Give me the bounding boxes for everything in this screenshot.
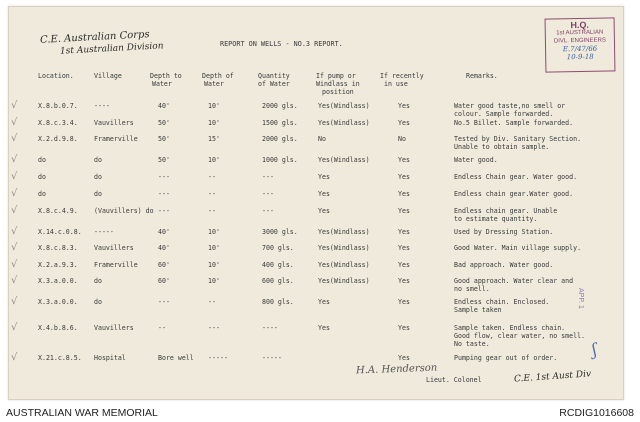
- row-use: Yes: [398, 324, 410, 332]
- check-mark: √: [11, 188, 18, 199]
- row-dtw: 40': [158, 102, 170, 110]
- row-remarks-line: Endless chain. Enclosed.: [454, 298, 550, 306]
- row-use: Yes: [398, 207, 410, 215]
- row-location: do: [38, 190, 46, 198]
- signature-unit: C.E. 1st Aust Div: [513, 369, 592, 385]
- row-dow: 10': [208, 119, 220, 127]
- row-qty: ---: [262, 190, 274, 198]
- row-remarks-line: Unable to obtain sample.: [454, 143, 550, 151]
- row-remarks-line: Tested by Div. Sanitary Section.: [454, 135, 582, 143]
- row-qty: -----: [262, 354, 282, 362]
- row-village: (Vauvillers) do: [94, 207, 154, 215]
- row-dow: 10': [208, 244, 220, 252]
- row-village: do: [94, 277, 102, 285]
- row-village: do: [94, 156, 102, 164]
- col-header-pump-3: position: [322, 88, 354, 96]
- row-remarks-line: Endless chain gear.Water good.: [454, 190, 574, 198]
- row-dow: -----: [208, 354, 228, 362]
- row-dtw: --: [158, 324, 166, 332]
- row-village: Vauvillers: [94, 119, 134, 127]
- row-use: Yes: [398, 119, 410, 127]
- row-location: X.8.b.0.7.: [38, 102, 78, 110]
- row-village: do: [94, 298, 102, 306]
- row-dtw: 60': [158, 277, 170, 285]
- row-location: X.2.d.9.8.: [38, 135, 78, 143]
- hq-stamp: [545, 17, 616, 72]
- check-mark: √: [11, 322, 18, 333]
- row-remarks-line: Good Water. Main village supply.: [454, 244, 582, 252]
- row-pump: Yes: [318, 173, 330, 181]
- row-dow: ---: [208, 324, 220, 332]
- check-mark: √: [11, 259, 18, 270]
- row-pump: Yes: [318, 190, 330, 198]
- row-remarks-line: Water good.: [454, 156, 498, 164]
- row-pump: Yes: [318, 324, 330, 332]
- check-mark: √: [11, 226, 18, 237]
- row-dow: 15': [208, 135, 220, 143]
- row-location: X.2.a.9.3.: [38, 261, 78, 269]
- row-remarks-line: Good flow, clear water, no smell.: [454, 332, 586, 340]
- row-village: do: [94, 190, 102, 198]
- row-pump: Yes: [318, 207, 330, 215]
- row-qty: 3000 gls.: [262, 228, 298, 236]
- document-sheet: [8, 6, 624, 400]
- row-pump: Yes: [318, 298, 330, 306]
- row-dow: --: [208, 173, 216, 181]
- row-pump: Yes(Windlass): [318, 102, 370, 110]
- row-use: Yes: [398, 261, 410, 269]
- row-location: X.8.c.3.4.: [38, 119, 78, 127]
- appendix-stamp: APP. 1: [577, 288, 584, 309]
- row-use: Yes: [398, 277, 410, 285]
- row-location: X.8.c.8.3.: [38, 244, 78, 252]
- row-location: do: [38, 173, 46, 181]
- row-dtw: 40': [158, 244, 170, 252]
- row-pump: Yes(Windlass): [318, 119, 370, 127]
- row-location: X.14.c.0.8.: [38, 228, 82, 236]
- blue-pencil-mark: ʃ: [589, 339, 599, 360]
- row-use: Yes: [398, 190, 410, 198]
- row-use: No: [398, 135, 406, 143]
- row-dow: 10': [208, 102, 220, 110]
- col-header-quantity-1: Quantity: [258, 72, 290, 80]
- col-header-recently-2: in use: [384, 80, 408, 88]
- row-dtw: 40': [158, 228, 170, 236]
- row-dtw: Bore well: [158, 354, 194, 362]
- col-header-depth-of-water-1: Depth of: [202, 72, 234, 80]
- row-pump: Yes(Windlass): [318, 228, 370, 236]
- check-mark: √: [11, 275, 18, 286]
- col-header-village: Village: [94, 72, 122, 80]
- row-dow: --: [208, 190, 216, 198]
- row-dow: --: [208, 207, 216, 215]
- row-remarks-line: Water good taste,no smell or: [454, 102, 566, 110]
- row-dow: --: [208, 298, 216, 306]
- row-village: -----: [94, 228, 114, 236]
- row-use: Yes: [398, 102, 410, 110]
- row-dow: 10': [208, 228, 220, 236]
- row-dow: 10': [208, 277, 220, 285]
- row-remarks-line: No taste.: [454, 340, 490, 348]
- signature-name: H.A. Henderson: [355, 362, 438, 377]
- row-pump: Yes(Windlass): [318, 261, 370, 269]
- row-location: X.21.c.8.5.: [38, 354, 82, 362]
- row-dtw: 50': [158, 119, 170, 127]
- row-dtw: ---: [158, 298, 170, 306]
- row-location: do: [38, 156, 46, 164]
- row-qty: 600 gls.: [262, 277, 294, 285]
- check-mark: √: [11, 133, 18, 144]
- row-dtw: 50': [158, 156, 170, 164]
- row-village: Vauvillers: [94, 324, 134, 332]
- row-location: X.3.a.0.0.: [38, 277, 78, 285]
- check-mark: √: [11, 154, 18, 165]
- col-header-depth-to-water-1: Depth to: [150, 72, 182, 80]
- stamp-ref: E.7/47/66: [562, 44, 598, 54]
- row-qty: ---: [262, 173, 274, 181]
- row-location: X.4.b.8.6.: [38, 324, 78, 332]
- row-qty: ----: [262, 324, 278, 332]
- row-remarks-line: Sample taken. Endless chain.: [454, 324, 566, 332]
- row-village: Vauvillers: [94, 244, 134, 252]
- stamp-date: 10-9-18: [566, 52, 594, 62]
- col-header-location: Location.: [38, 72, 74, 80]
- row-location: X.3.a.0.0.: [38, 298, 78, 306]
- footer-archive-name: AUSTRALIAN WAR MEMORIAL: [6, 407, 158, 419]
- stamp-line2: 1st AUSTRALIAN: [556, 29, 604, 37]
- check-mark: √: [11, 100, 18, 111]
- row-remarks-line: Bad approach. Water good.: [454, 261, 554, 269]
- row-remarks-line: Good approach. Water clear and: [454, 277, 574, 285]
- col-header-remarks: Remarks.: [466, 72, 498, 80]
- check-mark: √: [11, 117, 18, 128]
- row-village: Framerville: [94, 261, 138, 269]
- row-remarks-line: Pumping gear out of order.: [454, 354, 558, 362]
- col-header-pump-2: Windlass in: [316, 80, 360, 88]
- row-dtw: ---: [158, 190, 170, 198]
- row-qty: 2000 gls.: [262, 102, 298, 110]
- row-village: Framerville: [94, 135, 138, 143]
- row-use: Yes: [398, 298, 410, 306]
- row-dow: 10': [208, 156, 220, 164]
- row-qty: ---: [262, 207, 274, 215]
- col-header-recently-1: If recently: [380, 72, 424, 80]
- check-mark: √: [11, 205, 18, 216]
- check-mark: √: [11, 352, 18, 363]
- handwritten-header-line2: 1st Australian Division: [59, 41, 164, 57]
- footer-record-id: RCDIG1016608: [559, 407, 634, 419]
- stamp-line3: DIVL. ENGINEERS: [553, 37, 606, 45]
- row-dtw: 60': [158, 261, 170, 269]
- row-village: Hospital: [94, 354, 126, 362]
- row-village: ----: [94, 102, 110, 110]
- row-qty: 700 gls.: [262, 244, 294, 252]
- col-header-quantity-2: of Water: [258, 80, 290, 88]
- row-pump: No: [318, 135, 326, 143]
- check-mark: √: [11, 242, 18, 253]
- row-qty: 400 gls.: [262, 261, 294, 269]
- row-remarks-line: no smell.: [454, 285, 490, 293]
- row-remarks-line: colour. Sample forwarded.: [454, 110, 554, 118]
- row-qty: 800 gls.: [262, 298, 294, 306]
- row-use: Yes: [398, 354, 410, 362]
- row-village: do: [94, 173, 102, 181]
- col-header-depth-of-water-2: Water: [204, 80, 224, 88]
- check-mark: √: [11, 296, 18, 307]
- handwritten-header-line1: C.E. Australian Corps: [39, 29, 150, 46]
- row-use: Yes: [398, 173, 410, 181]
- row-pump: Yes(Windlass): [318, 277, 370, 285]
- row-dtw: ---: [158, 173, 170, 181]
- row-dtw: ---: [158, 207, 170, 215]
- row-dow: 10': [208, 261, 220, 269]
- row-use: Yes: [398, 156, 410, 164]
- row-qty: 1500 gls.: [262, 119, 298, 127]
- row-remarks-line: Used by Dressing Station.: [454, 228, 554, 236]
- row-remarks-line: Sample taken: [454, 306, 502, 314]
- page-title: REPORT ON WELLS - NO.3 REPORT.: [220, 40, 343, 48]
- row-pump: Yes(Windlass): [318, 244, 370, 252]
- row-remarks-line: Endless Chain gear. Water good.: [454, 173, 578, 181]
- row-remarks-line: Endless chain gear. Unable: [454, 207, 558, 215]
- col-header-pump-1: If pump or: [316, 72, 356, 80]
- col-header-depth-to-water-2: Water: [152, 80, 172, 88]
- row-remarks-line: No.5 Billet. Sample forwarded.: [454, 119, 574, 127]
- row-qty: 2000 gls.: [262, 135, 298, 143]
- check-mark: √: [11, 171, 18, 182]
- row-remarks-line: to estimate quantity.: [454, 215, 538, 223]
- signature-rank: Lieut. Colonel: [426, 376, 482, 384]
- row-qty: 1000 gls.: [262, 156, 298, 164]
- stamp-line1: H.Q.: [570, 19, 589, 31]
- row-use: Yes: [398, 228, 410, 236]
- row-dtw: 50': [158, 135, 170, 143]
- row-location: X.8.c.4.9.: [38, 207, 78, 215]
- row-use: Yes: [398, 244, 410, 252]
- row-pump: Yes(Windlass): [318, 156, 370, 164]
